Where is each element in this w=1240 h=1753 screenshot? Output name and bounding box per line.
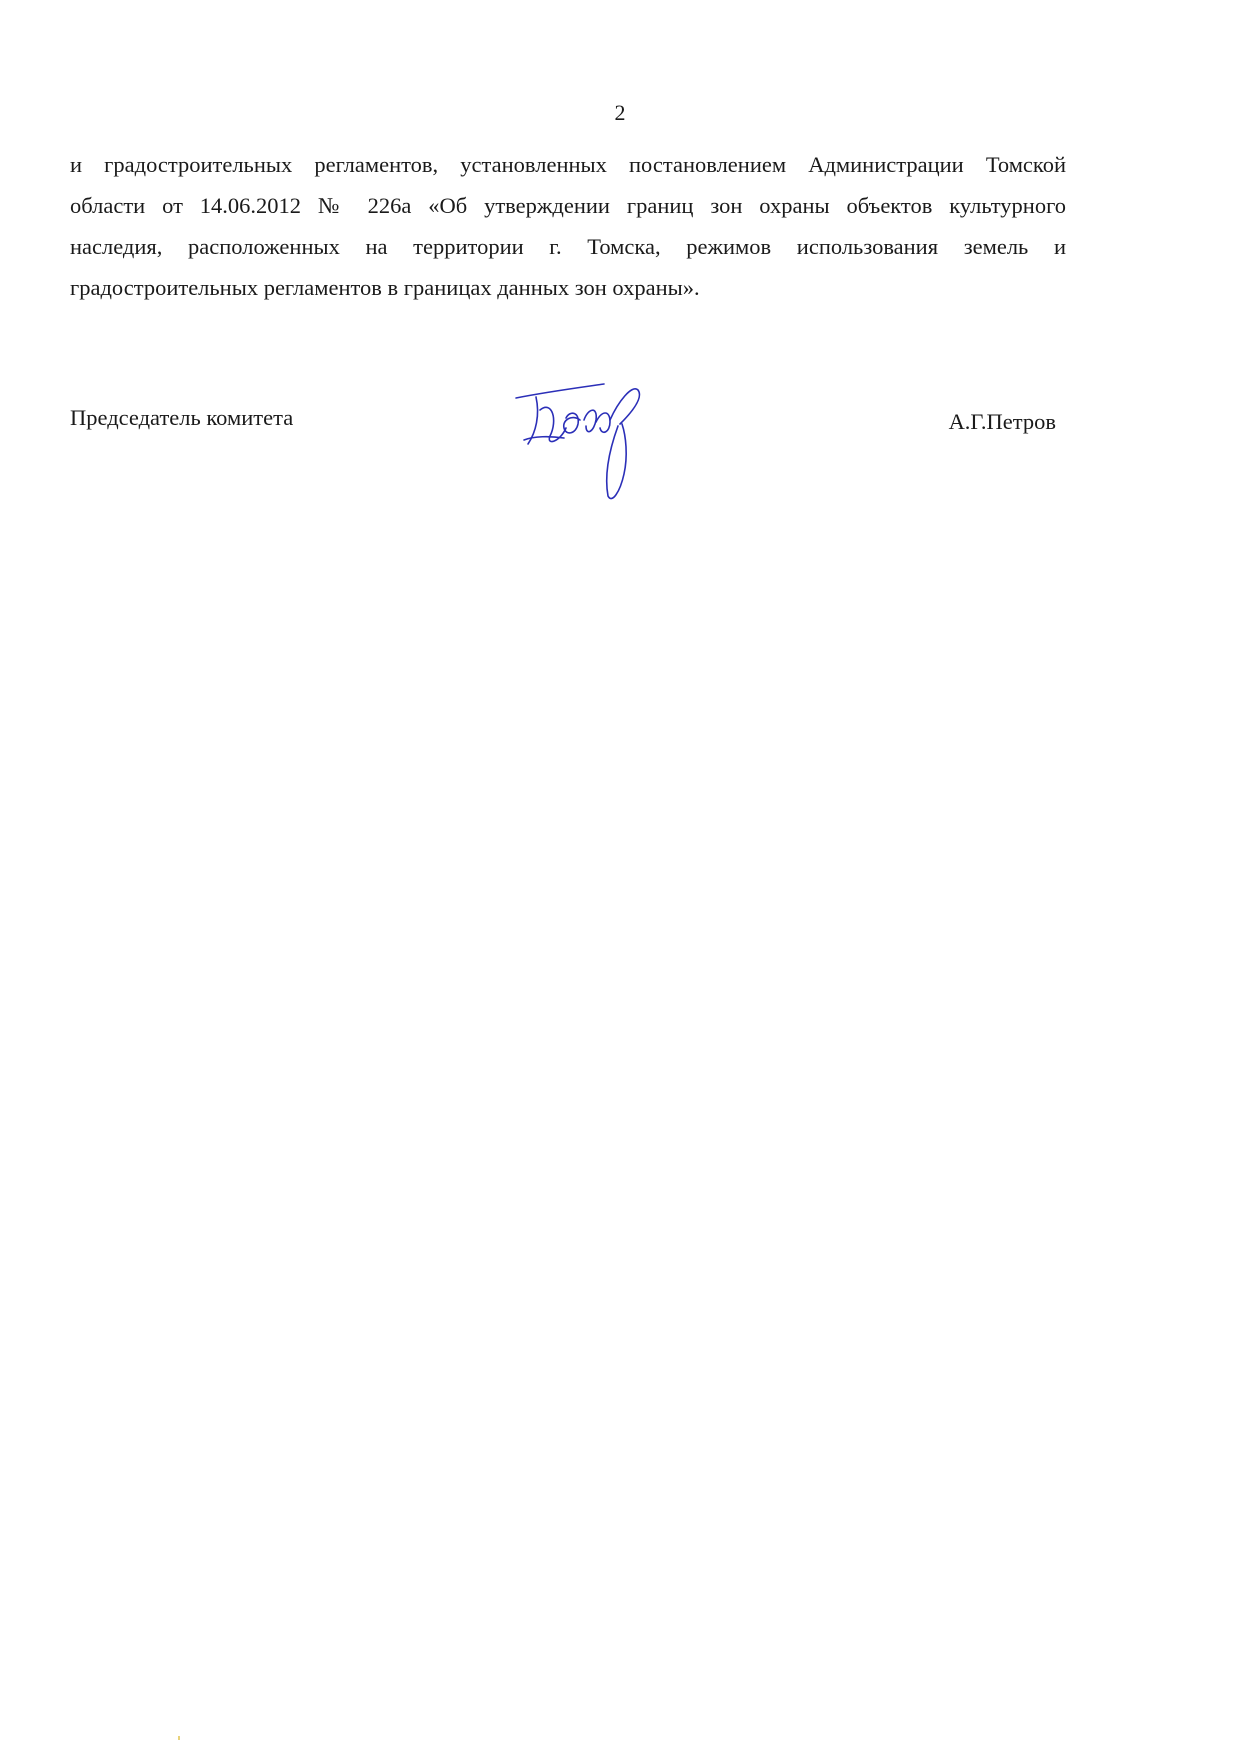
scan-artifact [178,1736,180,1740]
signer-name: А.Г.Петров [948,409,1056,434]
document-body [70,144,1066,308]
handwritten-signature [506,370,686,508]
signature-icon [506,370,686,508]
signer-title: Председатель комитета [70,405,294,430]
body-line-2: области от 14.06.2012 № 226а «Об утверждении границ зон охраны объектов культурного [70,193,1066,218]
page-number: 2 [614,100,626,125]
body-line-4: градостроительных регламентов в границах данных зон охраны». [70,275,700,300]
body-line-1: и градостроительных регламентов, установленных постановлением Администрации Томской [70,152,1066,177]
body-line-3: наследия, расположенных на территории г. Томска, режимов использования земель и [70,234,1066,259]
signature-block [70,370,1056,510]
